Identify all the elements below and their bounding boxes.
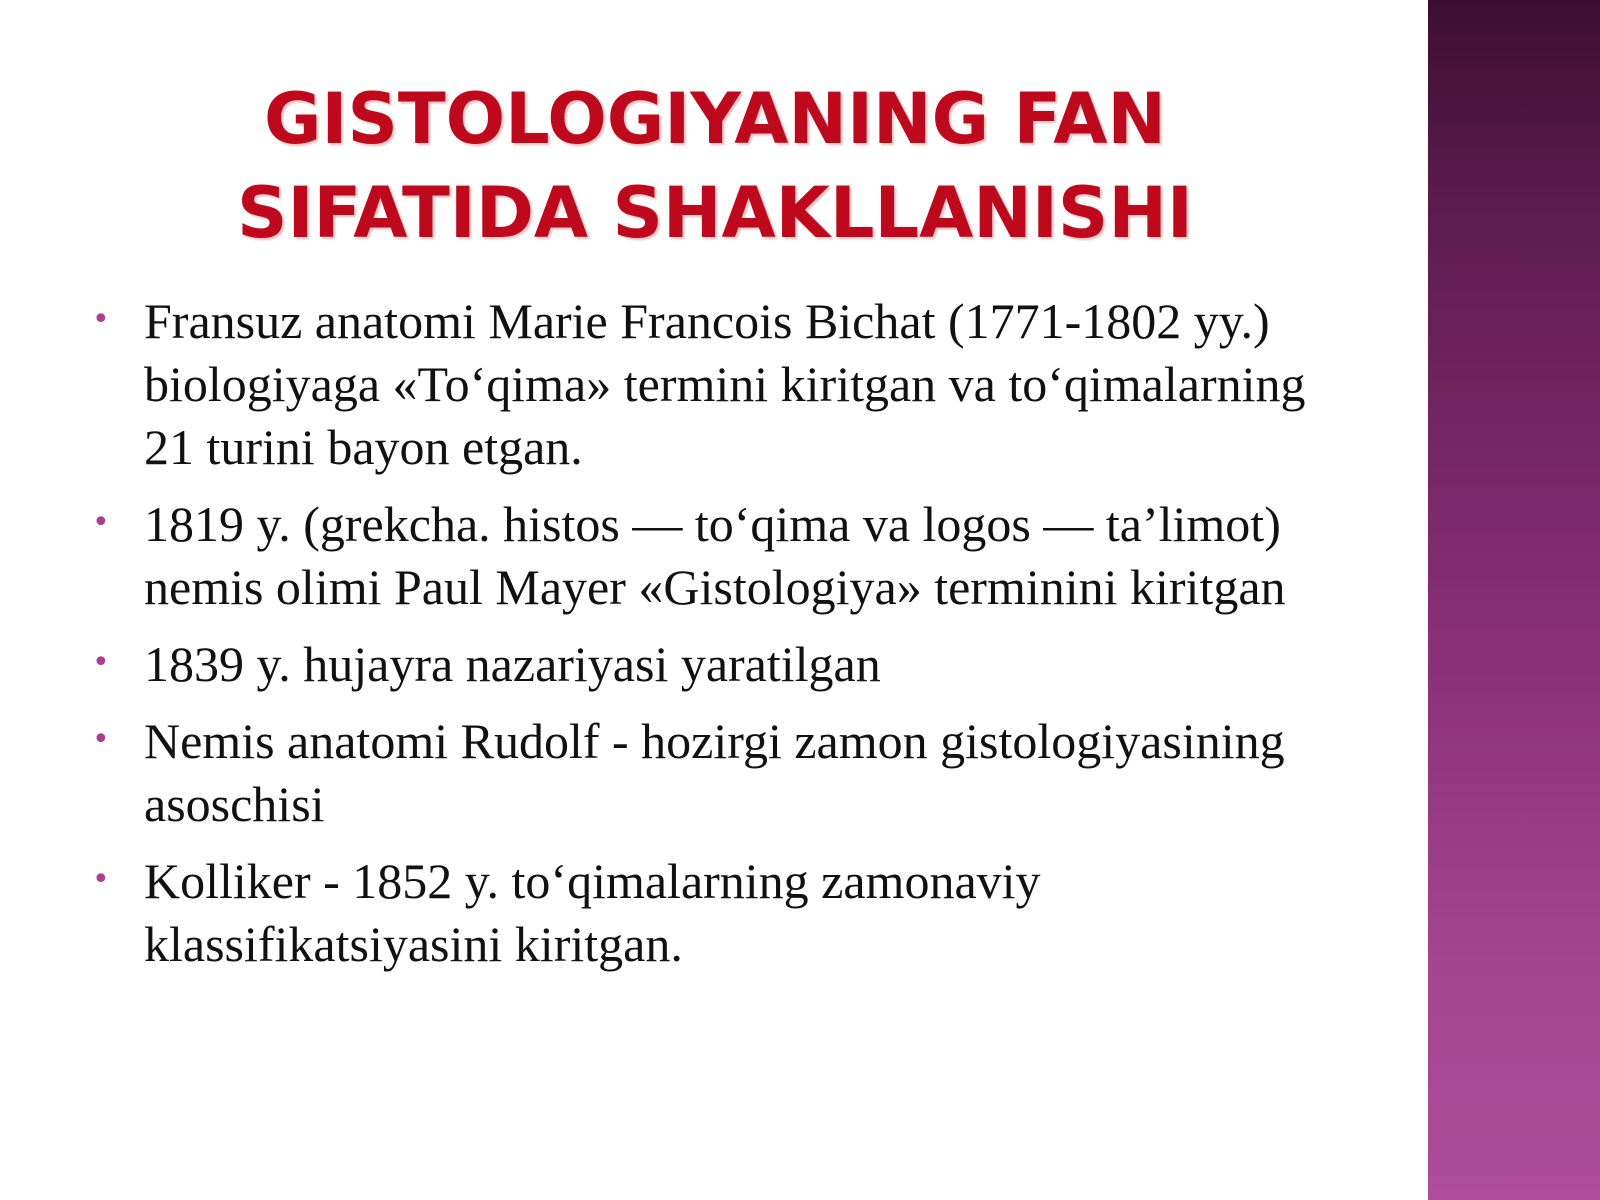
- bullet-item-3: [92, 633, 1332, 696]
- bullet-text-3: 1839 y. hujayra nazariyasi yaratilgan: [144, 636, 881, 692]
- bullet-text-1: Fransuz anatomi Marie Francois Bichat (1771-1802 yy.) biologiyaga «To‘qima» termini kiritgan va to‘qimalarning 21 turini bayon etgan.: [144, 293, 1306, 475]
- bullet-marker-icon: •: [92, 302, 110, 337]
- bullet-marker-icon: •: [92, 505, 110, 540]
- bullet-text-5: Kolliker - 1852 y. to‘qimalarning zamonaviy klassifikatsiyasini kiritgan.: [144, 853, 1041, 972]
- bullet-text-2: 1819 y. (grekcha. histos — to‘qima va logos — ta’limot) nemis olimi Paul Mayer «Gistologiya» terminini kiritgan: [144, 496, 1286, 615]
- bullet-item-2: [92, 493, 1332, 619]
- bullet-marker-icon: •: [92, 645, 110, 680]
- bullet-item-4: [92, 710, 1332, 836]
- bullet-marker-icon: •: [92, 722, 110, 757]
- bullet-item-5: [92, 850, 1332, 976]
- slide-title: GISTOLOGIYANING FAN SIFATIDA SHAKLLANISHI: [237, 78, 1193, 254]
- bullet-list: [92, 290, 1332, 990]
- bullet-item-1: [92, 290, 1332, 479]
- decorative-side-band: [1428, 0, 1600, 1200]
- bullet-text-4: Nemis anatomi Rudolf - hozirgi zamon gistologiyasining asoschisi: [144, 713, 1285, 832]
- bullet-marker-icon: •: [92, 862, 110, 897]
